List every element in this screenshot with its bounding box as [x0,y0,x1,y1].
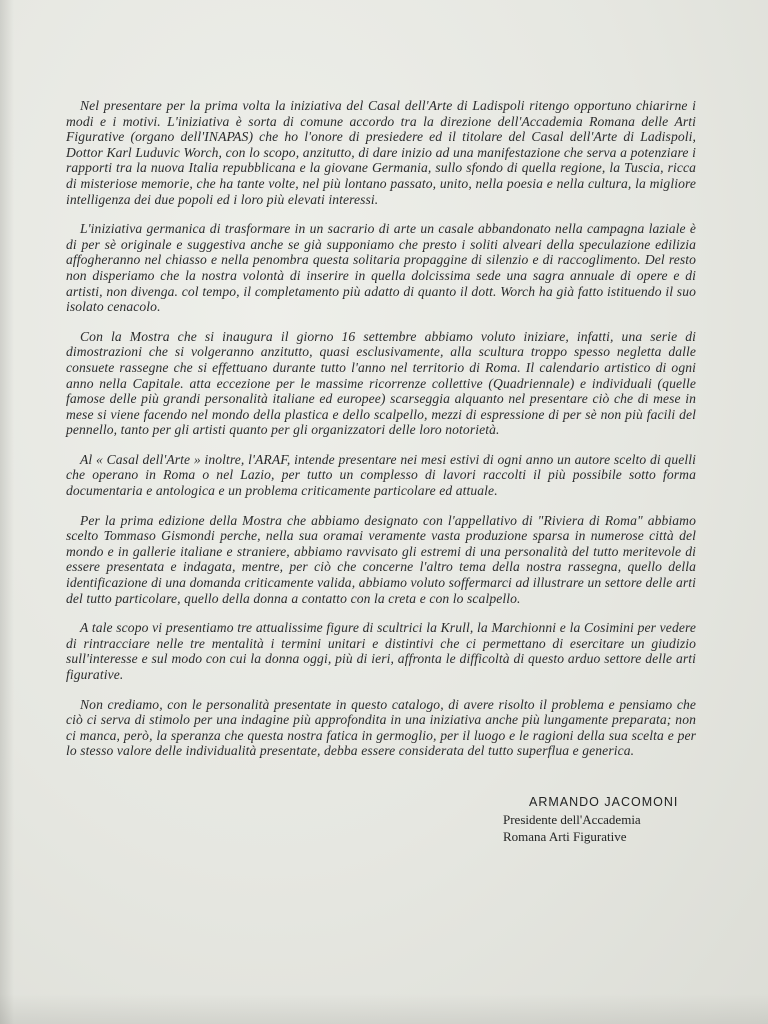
paragraph-4: Al « Casal dell'Arte » inoltre, l'ARAF, intende presentare nei mesi estivi di ogni anno un autore scelto di quelli che operano in Roma o nel Lazio, per tutto un complesso di lavori raccolti il più possibile sotto forma documentaria e antologica e un problema criticamente particolare ed attuale. [66,451,696,499]
paragraph-5: Per la prima edizione della Mostra che abbiamo designato con l'appellativo di "Riviera di Roma" abbiamo scelto Tommaso Gismondi perche, nella sua oramai veramente vasta produzione sparsa in numerose città del mondo e in gallerie italiane e straniere, abbiamo ravvisato gli estremi di una personalità del tutto meritevole di essere presentata e indagata, mentre, per ciò che concerne l'altro tema della nostra rassegna, quello della identificazione di una domanda criticamente valida, abbiamo voluto soffermarci ad illustrare un settore delle arti del tutto particolare, quello della donna a contatto con la creta e con lo scalpello. [66,512,696,606]
signature-block [503,794,703,845]
paragraph-7: Non crediamo, con le personalità presentate in questo catalogo, di avere risolto il problema e pensiamo che ciò ci serva di stimolo per una indagine più approfondita in una iniziativa anche più lungamente preparata; non ci manca, però, la speranza che questa nostra fatica in germoglio, per il luogo e le ragioni della sua scelta e per lo stesso valore delle individualità presentate, debba essere considerata del tutto superflua e generica. [66,696,696,759]
signatory-name: ARMANDO JACOMONI [529,795,679,809]
body-text [66,98,696,773]
page-shadow-bottom [0,994,768,1024]
signatory-title-line-1: Presidente dell'Accademia [503,812,641,827]
paragraph-6: A tale scopo vi presentiamo tre attualissime figure di scultrici la Krull, la Marchionni e la Cosimini per vedere di rintracciare nelle tre mentalità i termini unitari e distintivi che ci permettano di esercitare un giudizio sull'interesse e sul modo con cui la donna oggi, più di ieri, affronta le difficoltà di questo arduo settore delle arti figurative. [66,620,696,682]
signatory-title-line-2: Romana Arti Figurative [503,829,627,844]
paragraph-3: Con la Mostra che si inaugura il giorno 16 settembre abbiamo voluto iniziare, infatti, una serie di dimostrazioni che si volgeranno anzitutto, quasi esclusivamente, alla scultura troppo spesso negletta dalle consuete rassegne che si effettuano durante tutto l'anno nel territorio di Roma. Il calendario artistico di ogni anno nella Capitale. atta eccezione per le massime ricorrenze collettive (Quadriennale) e individuali (quelle famose delle più grandi personalità italiane ed europee) scarseggia alquanto nel presentare ciò che di mese in mese si viene facendo nel mondo della plastica e dello scalpello, mezzi di espressione di per sè non più facili del pennello, tanto per gli artisti quanto per gli organizzatori delle loro notorietà. [66,328,696,438]
paragraph-2: L'iniziativa germanica di trasformare in un sacrario di arte un casale abbandonato nella campagna laziale è di per sè originale e suggestiva anche se già supponiamo che presto i soliti alveari della speculazione edilizia affogheranno nel chiasso e nella penombra questa solitaria propaggine di silenzio e di raccoglimento. Del resto non disperiamo che la nostra volontà di inserire in quella dolcissima sede una sagra annuale di opere e di artisti, non divenga. col tempo, il completamento più adatto di quanto il dott. Worch ha già fatto istituendo il suo isolato cenacolo. [66,221,696,315]
page-shadow-left [0,0,14,1024]
paragraph-1: Nel presentare per la prima volta la iniziativa del Casal dell'Arte di Ladispoli ritengo opportuno chiarirne i modi e i motivi. L'iniziativa è sorta di comune accordo tra la direzione dell'Accademia Romana delle Arti Figurative (organo dell'INAPAS) che ho l'onore di presiedere ed il titolare del Casal dell'Arte di Ladispoli, Dottor Karl Luduvic Worch, con lo scopo, anzitutto, di dare inizio ad una manifestazione che serva a potenziare i rapporti tra la nuova Italia repubblicana e la giovane Germania, sullo sfondo di quella regione, la Tuscia, ricca di misteriose memorie, che ha tante volte, nel più lontano passato, unito, nella poesia e nella cultura, la migliore intelligenza dei due popoli ed i loro più elevati interessi. [66,98,696,207]
